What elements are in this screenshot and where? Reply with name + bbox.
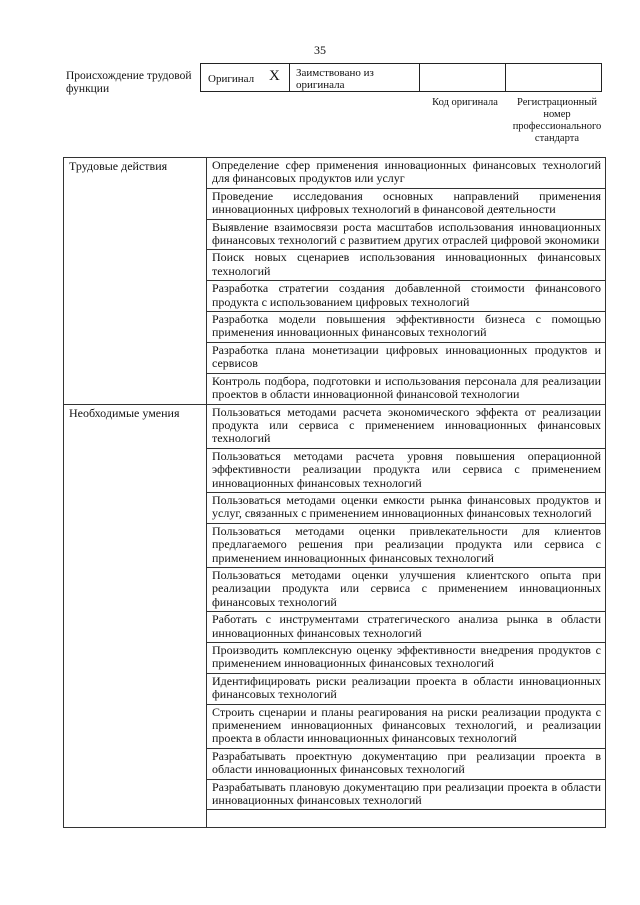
section-item: Пользоваться методами оценки привлекательности для клиентов предлагаемого решения при реализации продукта или сервиса с применением инновационных финансовых технологий [207,523,606,567]
section-item: Разработка плана монетизации цифровых инновационных продуктов и сервисов [207,342,606,373]
labor-function-table [63,157,606,828]
section-item: Пользоваться методами оценки емкости рынка финансовых продуктов и услуг, связанных с применением инновационных финансовых технологий [207,492,606,523]
section-item: Разработка стратегии создания добавленной стоимости финансового продукта с использованием цифровых технологий [207,281,606,312]
section-item: Работать с инструментами стратегического анализа рынка в области инновационных финансовых технологий [207,612,606,643]
section-item: Пользоваться методами расчета уровня повышения операционной эффективности реализации продукта или сервиса с применением инновационных финансовых технологий [207,448,606,492]
section-item: Проведение исследования основных направлений применения инновационных цифровых технологий в финансовой деятельности [207,188,606,219]
page-number: 35 [314,43,326,57]
section-item: Выявление взаимосвязи роста масштабов использования инновационных финансовых технологий с развитием других отраслей цифровой экономики [207,219,606,250]
code-original-caption: Код оригинала [432,97,498,108]
section-item: Идентифицировать риски реализации проекта в области инновационных финансовых технологий [207,673,606,704]
section-item: Пользоваться методами расчета экономического эффекта от реализации продукта или сервиса с применением инновационных финансовых технологий [207,404,606,448]
table-row [64,158,606,189]
section-item [207,810,606,828]
original-cell [200,63,290,92]
original-mark: X [269,68,280,84]
section-title: Трудовые действия [64,158,207,405]
section-item: Производить комплексную оценку эффективности внедрения продуктов с применением инновационных финансовых технологий [207,643,606,674]
table-row [64,404,606,448]
section-item: Разрабатывать плановую документацию при реализации проекта в области инновационных финансовых технологий [207,779,606,810]
section-item: Определение сфер применения инновационных финансовых технологий для финансовых продуктов или услуг [207,158,606,189]
section-item: Поиск новых сценариев использования инновационных финансовых технологий [207,250,606,281]
section-item: Разработка модели повышения эффективности бизнеса с помощью применения инновационных финансовых технологий [207,312,606,343]
section-item: Разрабатывать проектную документацию при реализации проекта в области инновационных финансовых технологий [207,748,606,779]
reg-number-caption: Регистрационный номер профессионального стандарта [512,97,602,144]
origin-label: Происхождение трудовой функции [66,70,192,95]
borrowed-cell: Заимствовано из оригинала [289,63,420,92]
table-body [64,158,606,828]
section-item: Пользоваться методами оценки улучшения клиентского опыта при реализации продукта или сервиса с применением инновационных финансовых технологий [207,567,606,611]
section-item: Строить сценарии и планы реагирования на риски реализации продукта с применением инновационных финансовых технологий, и реализации проекта в области инновационных финансовых технологий [207,704,606,748]
reg-number-cell [505,63,602,92]
code-original-cell [419,63,506,92]
original-label: Оригинал [208,73,255,85]
section-title: Необходимые умения [64,404,207,828]
section-item: Контроль подбора, подготовки и использования персонала для реализации проектов в области инновационной финансовой технологии [207,373,606,404]
